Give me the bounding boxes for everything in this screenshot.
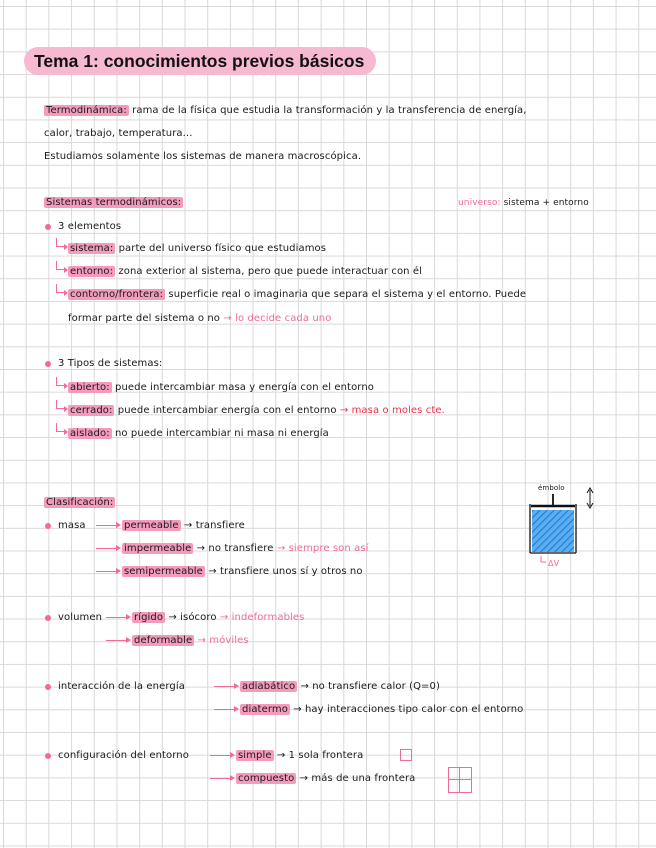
tipo-note-text: masa o moles cte. (351, 405, 445, 416)
volumen-note-text: indeformables (231, 612, 305, 623)
bullet-dot (45, 753, 51, 759)
bullet-dot (45, 361, 51, 367)
intro-line-3: Estudiamos solamente los sistemas de manera macroscópica. (44, 151, 362, 162)
masa-note: → siempre son así (276, 543, 369, 554)
config-term: compuesto (238, 773, 295, 784)
masa-impermeable: impermeable → no transfiere → siempre son así (124, 543, 369, 554)
piston-label: émbolo (538, 484, 565, 492)
arrow-icon (210, 755, 232, 756)
elemento-frontera (68, 288, 526, 301)
piston-diagram (520, 480, 600, 570)
simple-frontera-icon (400, 749, 412, 761)
bullet-dot (45, 523, 51, 529)
volumen-note: → móviles (197, 635, 249, 646)
tipos-title: 3 Tipos de sistemas: (58, 358, 163, 369)
hook-arrow-icon (56, 423, 65, 432)
masa-text: no transfiere (208, 543, 274, 554)
volumen-note: → indeformables (219, 612, 305, 623)
masa-semipermeable: semipermeable → transfiere unos sí y otros no (124, 566, 363, 577)
tipo-term: abierto: (70, 382, 110, 393)
hook-arrow-icon (56, 238, 65, 247)
config-text: 1 sola frontera (288, 750, 364, 761)
elemento-text: parte del universo físico que estudiamos (118, 243, 327, 254)
tipo-term: cerrado: (70, 405, 113, 416)
config-compuesto: compuesto → más de una frontera (238, 773, 416, 784)
energia-label: interacción de la energía (58, 681, 185, 692)
tipo-text: no puede intercambiar ni masa ni energía (114, 428, 329, 439)
elemento-entorno (68, 265, 422, 278)
sistemas-heading (44, 196, 183, 209)
page-title: Tema 1: conocimientos previos básicos (24, 47, 376, 75)
arrow-icon (96, 548, 118, 549)
masa-permeable: permeable → transfiere (124, 520, 245, 531)
clasificacion-heading-text: Clasificación: (46, 497, 114, 508)
volumen-rigido: rígido → isócoro → indeformables (134, 612, 305, 623)
intro-def-1: rama de la física que estudia la transformación y la transferencia de energía, (132, 105, 527, 116)
universo-value: sistema + entorno (503, 198, 589, 208)
delta-v-note: ΔV (548, 559, 560, 568)
volumen-text: isócoro (180, 612, 217, 623)
masa-text: transfiere (195, 520, 245, 531)
universo-note (458, 197, 589, 210)
masa-term: impermeable (124, 543, 192, 554)
volumen-note-text: móviles (209, 635, 249, 646)
elemento-text: zona exterior al sistema, pero que puede interactuar con él (118, 266, 423, 277)
masa-note-text: siempre son así (288, 543, 369, 554)
frontera-note: → lo decide cada uno (223, 313, 332, 324)
tipo-text: puede intercambiar energía con el entorno (117, 405, 337, 416)
intro-def-2: calor, trabajo, temperatura... (44, 128, 193, 139)
energia-term: diatermo (242, 704, 288, 715)
energia-text: hay interacciones tipo calor con el entorno (304, 704, 524, 715)
config-simple: simple → 1 sola frontera (238, 750, 364, 761)
tipo-term: aislado: (70, 428, 110, 439)
config-term: simple (238, 750, 272, 761)
hook-arrow-icon (56, 400, 65, 409)
elemento-text: superficie real o imaginaria que separa el sistema y el entorno. Puede (168, 289, 527, 300)
volumen-term: rígido (134, 612, 164, 623)
energia-adiabatico: adiabático → no transfiere calor (Q=0) (242, 681, 440, 692)
intro-term: Termodinámica: (46, 105, 127, 116)
elemento-term: contorno/frontera: (70, 289, 164, 300)
masa-label: masa (58, 520, 86, 531)
tipo-note: → masa o moles cte. (339, 405, 445, 416)
arrow-icon (96, 571, 118, 572)
arrow-icon (96, 525, 118, 526)
hook-arrow-icon (56, 377, 65, 386)
tipo-abierto (68, 381, 374, 394)
hook-arrow-icon (56, 261, 65, 270)
clasificacion-heading (44, 496, 115, 509)
tipo-text: puede intercambiar masa y energía con el entorno (115, 382, 374, 393)
bullet-dot (45, 684, 51, 690)
volumen-label: volumen (58, 612, 103, 623)
universo-label: universo: (458, 198, 501, 208)
frontera-cont-text: formar parte del sistema o no (68, 313, 221, 324)
hook-arrow-icon (56, 284, 65, 293)
tipo-aislado (68, 427, 329, 440)
energia-term: adiabático (242, 681, 296, 692)
energia-text: no transfiere calor (Q=0) (312, 681, 440, 692)
arrow-icon (106, 617, 128, 618)
bullet-dot (45, 615, 51, 621)
elementos-title: 3 elementos (58, 221, 122, 232)
tipo-cerrado (68, 404, 445, 417)
piston-fluid (532, 510, 574, 552)
volumen-term: deformable (134, 635, 193, 646)
config-label: configuración del entorno (58, 750, 189, 761)
elemento-sistema (68, 242, 326, 255)
intro-line-1 (44, 104, 527, 117)
arrow-icon (214, 709, 236, 710)
config-text: más de una frontera (311, 773, 416, 784)
masa-term: semipermeable (124, 566, 203, 577)
masa-text: transfiere unos sí y otros no (219, 566, 363, 577)
bullet-dot (45, 224, 51, 230)
compuesto-frontera-icon (448, 767, 472, 793)
arrow-icon (106, 640, 128, 641)
arrow-icon (210, 778, 232, 779)
elemento-term: sistema: (70, 243, 114, 254)
frontera-note-text: lo decide cada uno (235, 313, 332, 324)
elemento-term: entorno: (70, 266, 114, 277)
arrow-icon (214, 686, 236, 687)
frontera-cont (68, 312, 331, 325)
sistemas-heading-text: Sistemas termodinámicos: (46, 197, 182, 208)
energia-diatermo: diatermo → hay interacciones tipo calor con el entorno (242, 704, 524, 715)
volumen-deformable (132, 634, 249, 647)
masa-term: permeable (124, 520, 179, 531)
